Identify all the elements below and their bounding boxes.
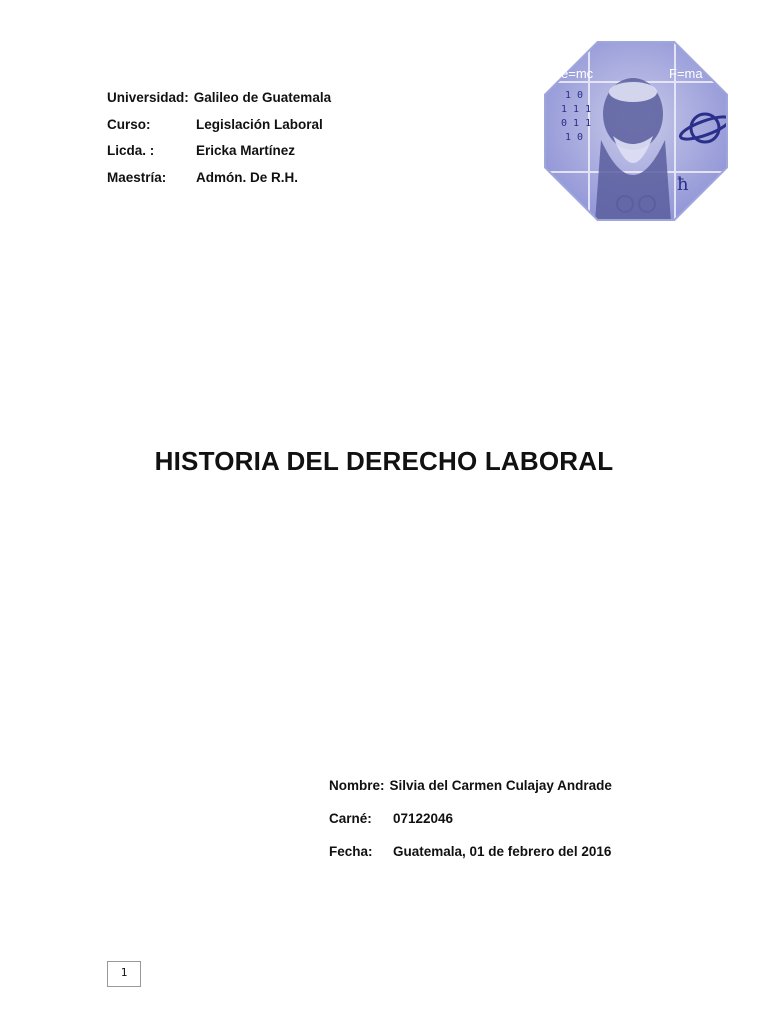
course-label: Curso: [107,116,151,132]
id-value: 07122046 [393,811,454,826]
binary-line-1: 1 0 [565,90,584,101]
teacher-value: Ericka Martínez [196,143,296,158]
h-symbol-text: ħ [677,174,689,195]
formula-right-text: F=ma [669,66,703,81]
masters-value: Admón. De R.H. [196,169,299,185]
binary-line-3: 0 1 1 [561,118,592,129]
binary-line-2: 1 1 1 [561,104,592,115]
name-row [329,778,612,811]
header-block [107,90,331,196]
teacher-row [107,143,331,170]
date-label: Fecha: [329,844,373,859]
date-row [329,844,612,877]
university-seal-icon [543,40,729,222]
masters-label: Maestría: [107,169,167,185]
page-number: 1 [107,961,141,987]
teacher-label: Licda. : [107,143,155,158]
formula-left-text: e=mc [561,66,594,81]
name-label: Nombre: [329,778,385,793]
university-value: Galileo de Guatemala [193,90,332,105]
course-value: Legislación Laboral [196,116,323,132]
name-value: Silvia del Carmen Culajay Andrade [389,778,612,793]
course-row [107,117,331,144]
university-row [107,90,331,117]
id-row [329,811,612,844]
id-label: Carné: [329,811,372,826]
masters-row [107,170,331,197]
student-block [329,778,612,877]
binary-line-4: 1 0 [565,132,584,143]
date-value: Guatemala, 01 de febrero del 2016 [393,844,612,859]
document-title: HISTORIA DEL DERECHO LABORAL [154,446,614,476]
university-label: Universidad: [107,90,189,105]
